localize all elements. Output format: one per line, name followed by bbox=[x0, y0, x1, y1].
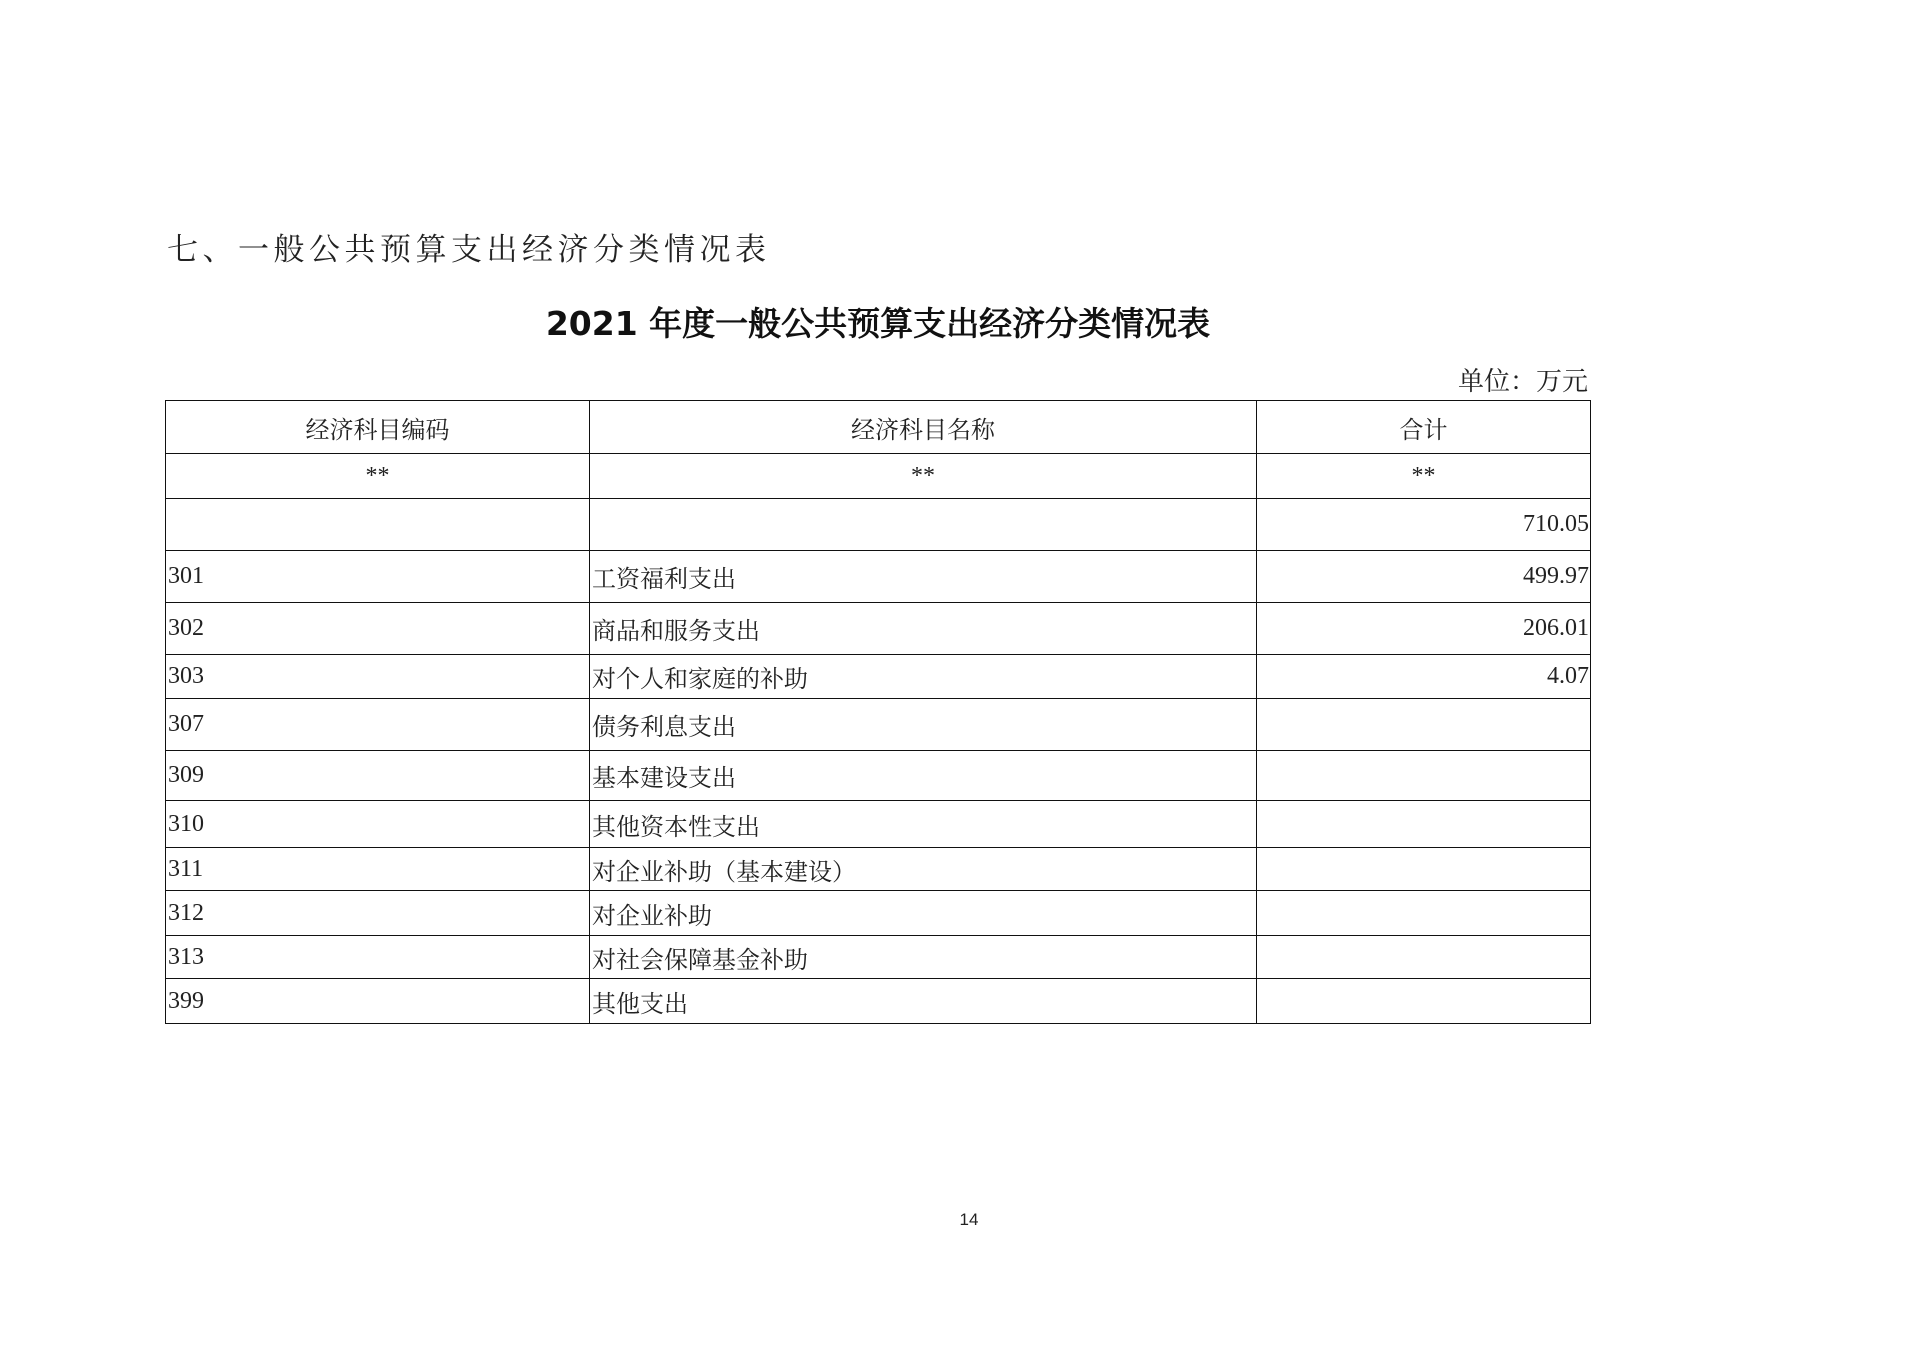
table-row bbox=[166, 655, 1591, 699]
cell-code: 310 bbox=[166, 801, 590, 848]
cell-total: ** bbox=[1257, 454, 1591, 499]
cell-name: 其他资本性支出 bbox=[590, 801, 1257, 848]
cell-name: 对企业补助（基本建设） bbox=[590, 848, 1257, 891]
table-row bbox=[166, 499, 1591, 551]
header-total: 合计 bbox=[1257, 401, 1591, 454]
table-row bbox=[166, 699, 1591, 751]
cell-code: 399 bbox=[166, 979, 590, 1024]
cell-code: 301 bbox=[166, 551, 590, 603]
cell-total: 499.97 bbox=[1257, 551, 1591, 603]
cell-total bbox=[1257, 936, 1591, 979]
cell-total bbox=[1257, 699, 1591, 751]
header-name: 经济科目名称 bbox=[590, 401, 1257, 454]
cell-name: 其他支出 bbox=[590, 979, 1257, 1024]
cell-total: 206.01 bbox=[1257, 603, 1591, 655]
cell-name: 基本建设支出 bbox=[590, 751, 1257, 801]
unit-label: 单位：万元 bbox=[1457, 367, 1588, 397]
table-row bbox=[166, 603, 1591, 655]
cell-total bbox=[1257, 979, 1591, 1024]
cell-total bbox=[1257, 848, 1591, 891]
section-heading: 七、一般公共预算支出经济分类情况表 bbox=[167, 232, 771, 268]
cell-total: 4.07 bbox=[1257, 655, 1591, 699]
table-row bbox=[166, 801, 1591, 848]
cell-code: 309 bbox=[166, 751, 590, 801]
cell-code: 311 bbox=[166, 848, 590, 891]
header-code: 经济科目编码 bbox=[166, 401, 590, 454]
table-row bbox=[166, 848, 1591, 891]
cell-name: 对企业补助 bbox=[590, 891, 1257, 936]
cell-code: ** bbox=[166, 454, 590, 499]
table-row bbox=[166, 936, 1591, 979]
cell-name: ** bbox=[590, 454, 1257, 499]
cell-name: 债务利息支出 bbox=[590, 699, 1257, 751]
cell-name: 对社会保障基金补助 bbox=[590, 936, 1257, 979]
cell-code: 302 bbox=[166, 603, 590, 655]
table-row bbox=[166, 751, 1591, 801]
cell-code: 313 bbox=[166, 936, 590, 979]
table-row bbox=[166, 979, 1591, 1024]
cell-name: 对个人和家庭的补助 bbox=[590, 655, 1257, 699]
table-row bbox=[166, 454, 1591, 499]
page-number: 14 bbox=[959, 1210, 979, 1229]
cell-total: 710.05 bbox=[1257, 499, 1591, 551]
cell-code: 307 bbox=[166, 699, 590, 751]
cell-name: 商品和服务支出 bbox=[590, 603, 1257, 655]
cell-code: 303 bbox=[166, 655, 590, 699]
cell-total bbox=[1257, 891, 1591, 936]
table-row bbox=[166, 551, 1591, 603]
cell-code: 312 bbox=[166, 891, 590, 936]
cell-total bbox=[1257, 751, 1591, 801]
cell-name: 工资福利支出 bbox=[590, 551, 1257, 603]
table-title: 2021 年度一般公共预算支出经济分类情况表 bbox=[545, 304, 1211, 343]
cell-code bbox=[166, 499, 590, 551]
cell-total bbox=[1257, 801, 1591, 848]
cell-name bbox=[590, 499, 1257, 551]
table-row bbox=[166, 891, 1591, 936]
expenditure-table bbox=[165, 400, 1591, 1024]
table-header-row bbox=[166, 401, 1591, 454]
